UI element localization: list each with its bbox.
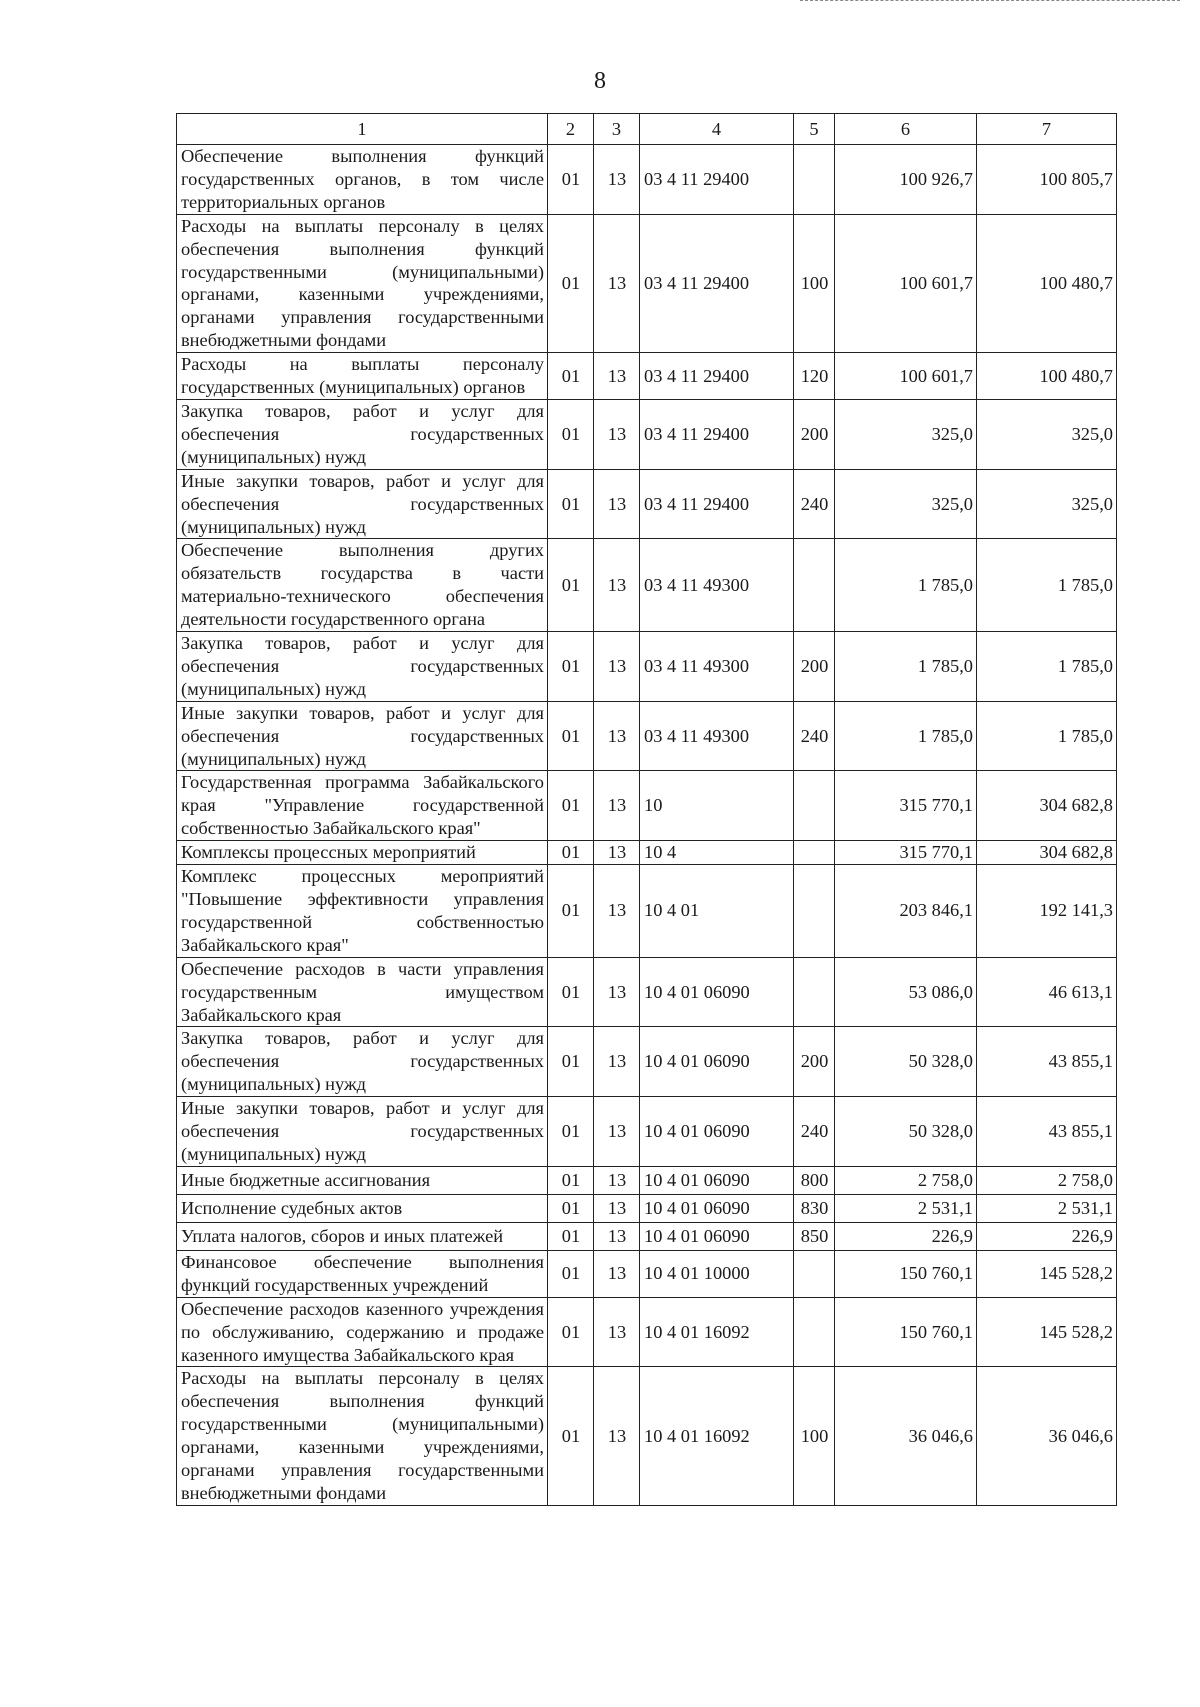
target-code-cell: 10 bbox=[640, 771, 794, 841]
expense-name-cell: Иные бюджетные ассигнования bbox=[177, 1166, 548, 1194]
expense-kind-cell: 120 bbox=[794, 353, 835, 400]
section-cell: 01 bbox=[548, 701, 594, 771]
section-cell: 01 bbox=[548, 145, 594, 215]
subsection-cell: 13 bbox=[594, 1097, 640, 1167]
expense-kind-cell: 240 bbox=[794, 1097, 835, 1167]
column-header: 7 bbox=[977, 114, 1117, 145]
target-code-cell: 10 4 01 06090 bbox=[640, 1194, 794, 1222]
amount-year2-cell: 2 758,0 bbox=[977, 1166, 1117, 1194]
target-code-cell: 03 4 11 49300 bbox=[640, 632, 794, 702]
expense-name-cell: Комплексы процессных мероприятий bbox=[177, 841, 548, 865]
target-code-cell: 10 4 01 bbox=[640, 865, 794, 958]
amount-year1-cell: 150 760,1 bbox=[835, 1297, 977, 1367]
subsection-cell: 13 bbox=[594, 841, 640, 865]
expense-name-cell: Расходы на выплаты персоналу в целях обеспечения выполнения функций государственными (муниципальными) органами, казенными учреждениями, органами управления государственными внебюджетными фондами bbox=[177, 214, 548, 352]
amount-year2-cell: 43 855,1 bbox=[977, 1097, 1117, 1167]
target-code-cell: 03 4 11 49300 bbox=[640, 539, 794, 632]
target-code-cell: 03 4 11 29400 bbox=[640, 469, 794, 539]
section-cell: 01 bbox=[548, 1097, 594, 1167]
expense-kind-cell bbox=[794, 145, 835, 215]
expense-name-cell: Комплекс процессных мероприятий "Повышение эффективности управления государственной собственностью Забайкальского края" bbox=[177, 865, 548, 958]
expense-kind-cell bbox=[794, 771, 835, 841]
section-cell: 01 bbox=[548, 1367, 594, 1505]
amount-year1-cell: 100 926,7 bbox=[835, 145, 977, 215]
table-row bbox=[177, 1097, 1117, 1167]
expense-name-cell: Обеспечение выполнения функций государственных органов, в том числе территориальных органов bbox=[177, 145, 548, 215]
expense-name-cell: Обеспечение выполнения других обязательств государства в части материально-технического обеспечения деятельности государственного органа bbox=[177, 539, 548, 632]
expense-name-cell: Обеспечение расходов казенного учреждения по обслуживанию, содержанию и продаже казенного имущества Забайкальского края bbox=[177, 1297, 548, 1367]
section-cell: 01 bbox=[548, 841, 594, 865]
table-row bbox=[177, 399, 1117, 469]
table-row bbox=[177, 1194, 1117, 1222]
target-code-cell: 10 4 01 10000 bbox=[640, 1250, 794, 1297]
column-header: 5 bbox=[794, 114, 835, 145]
amount-year1-cell: 203 846,1 bbox=[835, 865, 977, 958]
expense-kind-cell: 240 bbox=[794, 469, 835, 539]
amount-year1-cell: 2 531,1 bbox=[835, 1194, 977, 1222]
subsection-cell: 13 bbox=[594, 145, 640, 215]
target-code-cell: 03 4 11 29400 bbox=[640, 214, 794, 352]
table-row bbox=[177, 1250, 1117, 1297]
target-code-cell: 03 4 11 29400 bbox=[640, 145, 794, 215]
section-cell: 01 bbox=[548, 1250, 594, 1297]
subsection-cell: 13 bbox=[594, 539, 640, 632]
amount-year1-cell: 1 785,0 bbox=[835, 701, 977, 771]
expense-kind-cell: 200 bbox=[794, 632, 835, 702]
amount-year2-cell: 304 682,8 bbox=[977, 771, 1117, 841]
amount-year1-cell: 36 046,6 bbox=[835, 1367, 977, 1505]
section-cell: 01 bbox=[548, 214, 594, 352]
subsection-cell: 13 bbox=[594, 214, 640, 352]
section-cell: 01 bbox=[548, 539, 594, 632]
scan-edge-line bbox=[800, 0, 1180, 2]
amount-year1-cell: 100 601,7 bbox=[835, 214, 977, 352]
expense-name-cell: Финансовое обеспечение выполнения функций государственных учреждений bbox=[177, 1250, 548, 1297]
expense-name-cell: Иные закупки товаров, работ и услуг для обеспечения государственных (муниципальных) нужд bbox=[177, 701, 548, 771]
subsection-cell: 13 bbox=[594, 469, 640, 539]
column-header: 1 bbox=[177, 114, 548, 145]
table-row bbox=[177, 865, 1117, 958]
expense-name-cell: Закупка товаров, работ и услуг для обеспечения государственных (муниципальных) нужд bbox=[177, 1027, 548, 1097]
target-code-cell: 03 4 11 29400 bbox=[640, 399, 794, 469]
expense-kind-cell bbox=[794, 1297, 835, 1367]
table-row bbox=[177, 353, 1117, 400]
amount-year1-cell: 325,0 bbox=[835, 469, 977, 539]
amount-year2-cell: 1 785,0 bbox=[977, 701, 1117, 771]
expense-name-cell: Закупка товаров, работ и услуг для обеспечения государственных (муниципальных) нужд bbox=[177, 399, 548, 469]
amount-year2-cell: 192 141,3 bbox=[977, 865, 1117, 958]
amount-year2-cell: 2 531,1 bbox=[977, 1194, 1117, 1222]
amount-year1-cell: 2 758,0 bbox=[835, 1166, 977, 1194]
subsection-cell: 13 bbox=[594, 701, 640, 771]
table-row bbox=[177, 701, 1117, 771]
amount-year1-cell: 100 601,7 bbox=[835, 353, 977, 400]
expense-kind-cell bbox=[794, 1250, 835, 1297]
expense-name-cell: Обеспечение расходов в части управления государственным имуществом Забайкальского края bbox=[177, 957, 548, 1027]
target-code-cell: 10 4 01 06090 bbox=[640, 957, 794, 1027]
table-row bbox=[177, 1027, 1117, 1097]
subsection-cell: 13 bbox=[594, 399, 640, 469]
amount-year2-cell: 46 613,1 bbox=[977, 957, 1117, 1027]
table-row bbox=[177, 1166, 1117, 1194]
amount-year2-cell: 43 855,1 bbox=[977, 1027, 1117, 1097]
amount-year2-cell: 145 528,2 bbox=[977, 1297, 1117, 1367]
expense-kind-cell bbox=[794, 539, 835, 632]
expense-kind-cell: 830 bbox=[794, 1194, 835, 1222]
section-cell: 01 bbox=[548, 1027, 594, 1097]
column-header: 3 bbox=[594, 114, 640, 145]
expense-kind-cell: 100 bbox=[794, 214, 835, 352]
target-code-cell: 10 4 01 06090 bbox=[640, 1166, 794, 1194]
target-code-cell: 10 4 01 06090 bbox=[640, 1027, 794, 1097]
expense-kind-cell: 200 bbox=[794, 399, 835, 469]
section-cell: 01 bbox=[548, 771, 594, 841]
subsection-cell: 13 bbox=[594, 1027, 640, 1097]
subsection-cell: 13 bbox=[594, 865, 640, 958]
amount-year1-cell: 315 770,1 bbox=[835, 841, 977, 865]
target-code-cell: 10 4 01 06090 bbox=[640, 1222, 794, 1250]
amount-year2-cell: 100 480,7 bbox=[977, 214, 1117, 352]
table-row bbox=[177, 214, 1117, 352]
section-cell: 01 bbox=[548, 399, 594, 469]
amount-year2-cell: 145 528,2 bbox=[977, 1250, 1117, 1297]
amount-year2-cell: 1 785,0 bbox=[977, 539, 1117, 632]
amount-year1-cell: 226,9 bbox=[835, 1222, 977, 1250]
section-cell: 01 bbox=[548, 957, 594, 1027]
subsection-cell: 13 bbox=[594, 957, 640, 1027]
expense-kind-cell bbox=[794, 865, 835, 958]
amount-year1-cell: 1 785,0 bbox=[835, 632, 977, 702]
amount-year1-cell: 315 770,1 bbox=[835, 771, 977, 841]
expense-kind-cell bbox=[794, 957, 835, 1027]
expense-name-cell: Иные закупки товаров, работ и услуг для обеспечения государственных (муниципальных) нужд bbox=[177, 469, 548, 539]
table-row bbox=[177, 957, 1117, 1027]
section-cell: 01 bbox=[548, 1166, 594, 1194]
amount-year1-cell: 50 328,0 bbox=[835, 1097, 977, 1167]
expense-name-cell: Государственная программа Забайкальского края "Управление государственной собственностью Забайкальского края" bbox=[177, 771, 548, 841]
amount-year2-cell: 1 785,0 bbox=[977, 632, 1117, 702]
table-row bbox=[177, 632, 1117, 702]
section-cell: 01 bbox=[548, 469, 594, 539]
section-cell: 01 bbox=[548, 1297, 594, 1367]
subsection-cell: 13 bbox=[594, 1367, 640, 1505]
target-code-cell: 03 4 11 29400 bbox=[640, 353, 794, 400]
expense-kind-cell: 200 bbox=[794, 1027, 835, 1097]
expense-kind-cell: 240 bbox=[794, 701, 835, 771]
section-cell: 01 bbox=[548, 1222, 594, 1250]
page-number: 8 bbox=[594, 68, 606, 94]
table-row bbox=[177, 145, 1117, 215]
expense-name-cell: Уплата налогов, сборов и иных платежей bbox=[177, 1222, 548, 1250]
amount-year2-cell: 226,9 bbox=[977, 1222, 1117, 1250]
table-row bbox=[177, 469, 1117, 539]
amount-year1-cell: 50 328,0 bbox=[835, 1027, 977, 1097]
subsection-cell: 13 bbox=[594, 771, 640, 841]
section-cell: 01 bbox=[548, 865, 594, 958]
expense-name-cell: Расходы на выплаты персоналу государственных (муниципальных) органов bbox=[177, 353, 548, 400]
amount-year1-cell: 1 785,0 bbox=[835, 539, 977, 632]
header-row bbox=[177, 114, 1117, 145]
expense-name-cell: Расходы на выплаты персоналу в целях обеспечения выполнения функций государственными (муниципальными) органами, казенными учреждениями, органами управления государственными внебюджетными фондами bbox=[177, 1367, 548, 1505]
expense-kind-cell: 850 bbox=[794, 1222, 835, 1250]
expense-name-cell: Исполнение судебных актов bbox=[177, 1194, 548, 1222]
expense-kind-cell: 100 bbox=[794, 1367, 835, 1505]
subsection-cell: 13 bbox=[594, 632, 640, 702]
budget-table bbox=[176, 113, 1117, 1506]
subsection-cell: 13 bbox=[594, 1297, 640, 1367]
subsection-cell: 13 bbox=[594, 1250, 640, 1297]
amount-year2-cell: 100 805,7 bbox=[977, 145, 1117, 215]
amount-year1-cell: 53 086,0 bbox=[835, 957, 977, 1027]
expense-kind-cell: 800 bbox=[794, 1166, 835, 1194]
column-header: 4 bbox=[640, 114, 794, 145]
expense-kind-cell bbox=[794, 841, 835, 865]
expense-name-cell: Иные закупки товаров, работ и услуг для обеспечения государственных (муниципальных) нужд bbox=[177, 1097, 548, 1167]
table-row bbox=[177, 1222, 1117, 1250]
amount-year2-cell: 304 682,8 bbox=[977, 841, 1117, 865]
target-code-cell: 10 4 bbox=[640, 841, 794, 865]
section-cell: 01 bbox=[548, 632, 594, 702]
subsection-cell: 13 bbox=[594, 1222, 640, 1250]
column-header: 6 bbox=[835, 114, 977, 145]
table-row bbox=[177, 1367, 1117, 1505]
table-row bbox=[177, 539, 1117, 632]
amount-year1-cell: 325,0 bbox=[835, 399, 977, 469]
amount-year2-cell: 100 480,7 bbox=[977, 353, 1117, 400]
target-code-cell: 03 4 11 49300 bbox=[640, 701, 794, 771]
table-row bbox=[177, 841, 1117, 865]
target-code-cell: 10 4 01 16092 bbox=[640, 1367, 794, 1505]
amount-year2-cell: 325,0 bbox=[977, 469, 1117, 539]
amount-year1-cell: 150 760,1 bbox=[835, 1250, 977, 1297]
amount-year2-cell: 36 046,6 bbox=[977, 1367, 1117, 1505]
table-row bbox=[177, 1297, 1117, 1367]
section-cell: 01 bbox=[548, 353, 594, 400]
subsection-cell: 13 bbox=[594, 353, 640, 400]
subsection-cell: 13 bbox=[594, 1194, 640, 1222]
expense-name-cell: Закупка товаров, работ и услуг для обеспечения государственных (муниципальных) нужд bbox=[177, 632, 548, 702]
column-header: 2 bbox=[548, 114, 594, 145]
subsection-cell: 13 bbox=[594, 1166, 640, 1194]
target-code-cell: 10 4 01 06090 bbox=[640, 1097, 794, 1167]
section-cell: 01 bbox=[548, 1194, 594, 1222]
amount-year2-cell: 325,0 bbox=[977, 399, 1117, 469]
table-row bbox=[177, 771, 1117, 841]
target-code-cell: 10 4 01 16092 bbox=[640, 1297, 794, 1367]
